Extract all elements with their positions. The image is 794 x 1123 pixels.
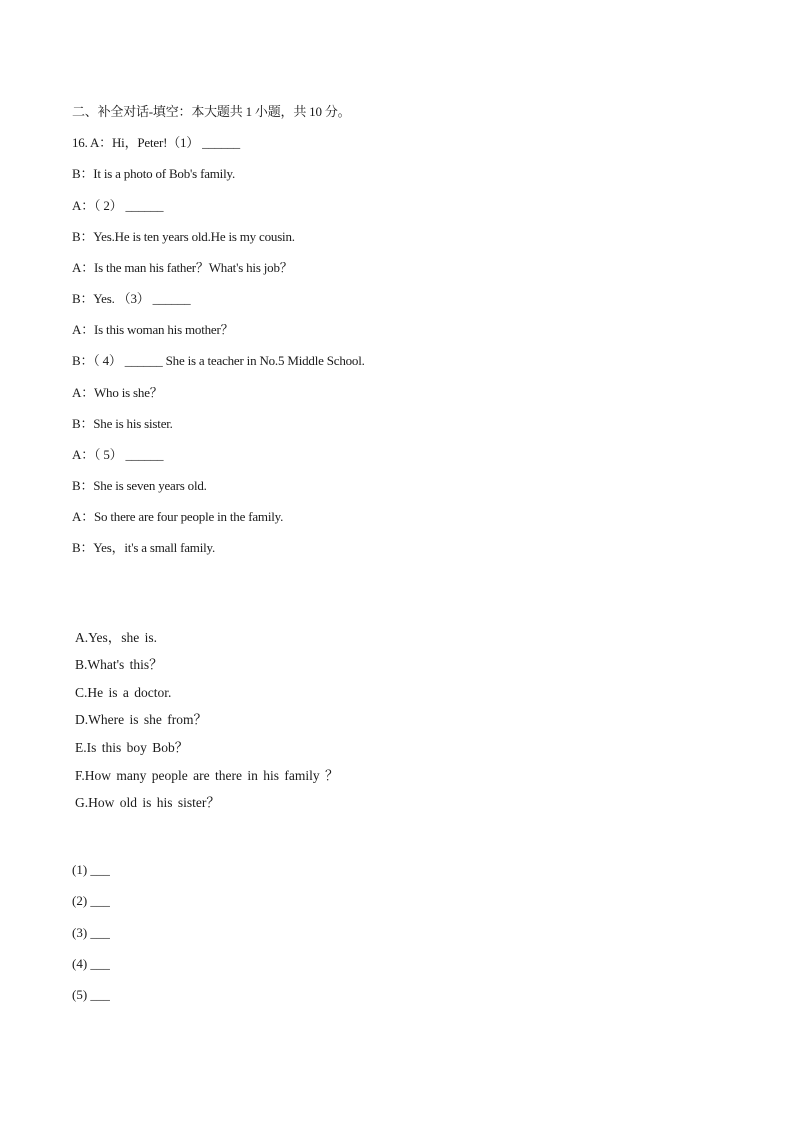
answer-blank[interactable]: (1) ___ bbox=[72, 862, 110, 877]
option-item: E.Is this boy Bob？ bbox=[75, 740, 189, 755]
dialogue-line: A：So there are four people in the family. bbox=[72, 509, 284, 524]
answer-blank[interactable]: (4) ___ bbox=[72, 956, 110, 971]
option-item: C.He is a doctor. bbox=[75, 685, 172, 700]
dialogue-line: A：（ 2） ______ bbox=[72, 198, 164, 213]
option-item: F.How many people are there in his family ？ bbox=[75, 768, 339, 783]
option-item: B.What's this？ bbox=[75, 657, 163, 672]
dialogue-line: A：Is the man his father？What's his job？ bbox=[72, 260, 293, 275]
dialogue-line: B：She is his sister. bbox=[72, 416, 173, 431]
answer-blank[interactable]: (3) ___ bbox=[72, 925, 110, 940]
dialogue-line: A：（ 5） ______ bbox=[72, 447, 164, 462]
dialogue-line: A：Who is she？ bbox=[72, 385, 163, 400]
dialogue-line: B：Yes.He is ten years old.He is my cousin. bbox=[72, 229, 295, 244]
option-item: G.How old is his sister？ bbox=[75, 795, 220, 810]
dialogue-line: B：Yes，it's a small family. bbox=[72, 540, 216, 555]
option-item: A.Yes，she is. bbox=[75, 630, 158, 645]
dialogue-line: B：（ 4） ______ She is a teacher in No.5 Middle School. bbox=[72, 353, 365, 368]
answer-blank[interactable]: (2) ___ bbox=[72, 893, 110, 908]
dialogue-line: B：She is seven years old. bbox=[72, 478, 207, 493]
dialogue-line: A：Is this woman his mother？ bbox=[72, 322, 234, 337]
dialogue-line: B：It is a photo of Bob's family. bbox=[72, 166, 236, 181]
answer-blank[interactable]: (5) ___ bbox=[72, 987, 110, 1002]
option-item: D.Where is she from？ bbox=[75, 712, 207, 727]
question-heading: 二、补全对话-填空：本大题共 1 小题，共 10 分。 bbox=[72, 104, 351, 119]
dialogue-line: B：Yes. （3） ______ bbox=[72, 291, 191, 306]
dialogue-line: 16. A：Hi，Peter!（1） ______ bbox=[72, 135, 240, 150]
